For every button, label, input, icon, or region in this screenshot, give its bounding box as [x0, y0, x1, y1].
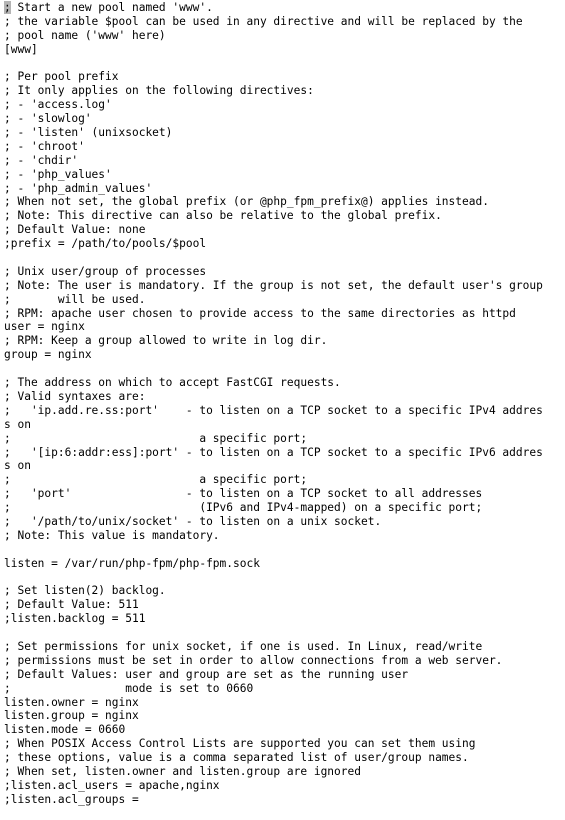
text-line: ; permissions must be set in order to allow connections from a web server. [4, 653, 503, 667]
text-line: ; It only applies on the following directives: [4, 84, 314, 98]
text-line: ; - 'access.log' [4, 98, 112, 112]
text-line: ; When POSIX Access Control Lists are supported you can set them using [4, 737, 476, 751]
text-line: ; 'port' - to listen on a TCP socket to all addresses [4, 487, 483, 501]
text-line: ; When set, listen.owner and listen.group are ignored [4, 764, 361, 778]
text-line [4, 1, 565, 15]
text-line: ; Note: This directive can also be relative to the global prefix. [4, 209, 442, 223]
text-line: ; 'ip.add.re.ss:port' - to listen on a TCP socket to a specific IPv4 addres [4, 403, 543, 417]
text-line: ; Default Value: 511 [4, 598, 139, 612]
text-line: ; The address on which to accept FastCGI requests. [4, 376, 341, 390]
text-line: [www] [4, 42, 38, 56]
text-line: ; RPM: Keep a group allowed to write in log dir. [4, 334, 328, 348]
line-text: Start a new pool named 'www'. [10, 1, 213, 14]
text-line: ; '/path/to/unix/socket' - to listen on a unix socket. [4, 514, 382, 528]
file-content [4, 1, 565, 807]
text-line: ; Per pool prefix [4, 70, 119, 84]
text-line [4, 543, 565, 557]
text-line: ; a specific port; [4, 473, 308, 487]
text-line: ; - 'chdir' [4, 153, 79, 167]
text-line: ; Unix user/group of processes [4, 264, 207, 278]
text-line: ; the variable $pool can be used in any directive and will be replaced by the [4, 14, 523, 28]
text-line: ; will be used. [4, 292, 146, 306]
text-line: ; RPM: apache user chosen to provide access to the same directories as httpd [4, 306, 516, 320]
text-line: ; these options, value is a comma separated list of user/group names. [4, 751, 469, 765]
text-line: ; Default Value: none [4, 223, 146, 237]
text-line [4, 571, 565, 585]
text-line: ;listen.acl_users = apache,nginx [4, 778, 220, 792]
text-line: listen.mode = 0660 [4, 723, 126, 737]
text-line: ; When not set, the global prefix (or @php_fpm_prefix@) applies instead. [4, 195, 489, 209]
text-line: ; mode is set to 0660 [4, 681, 254, 695]
text-line [4, 57, 565, 71]
text-line: ; Default Values: user and group are set as the running user [4, 667, 409, 681]
text-line: ;listen.backlog = 511 [4, 612, 146, 626]
text-line [4, 626, 565, 640]
text-line: ; Note: This value is mandatory. [4, 528, 220, 542]
text-line: ; - 'php_values' [4, 167, 112, 181]
text-line: listen.owner = nginx [4, 695, 139, 709]
text-line: ;prefix = /path/to/pools/$pool [4, 237, 207, 251]
text-line: ; Valid syntaxes are: [4, 389, 146, 403]
text-line: ; Set permissions for unix socket, if one is used. In Linux, read/write [4, 639, 483, 653]
text-line: ; - 'chroot' [4, 139, 85, 153]
text-line: ; '[ip:6:addr:ess]:port' - to listen on a TCP socket to a specific IPv6 addres [4, 445, 543, 459]
text-line: ; Set listen(2) backlog. [4, 584, 166, 598]
text-line: ; Note: The user is mandatory. If the group is not set, the default user's group [4, 278, 543, 292]
text-line: ; - 'php_admin_values' [4, 181, 153, 195]
text-line: ; a specific port; [4, 431, 308, 445]
text-line: listen = /var/run/php-fpm/php-fpm.sock [4, 556, 260, 570]
text-line: ; pool name ('www' here) [4, 28, 166, 42]
text-line [4, 362, 565, 376]
text-line: user = nginx [4, 320, 85, 334]
text-line: s on [4, 459, 31, 473]
text-line: ; - 'listen' (unixsocket) [4, 126, 173, 140]
text-cursor: ; [4, 1, 11, 14]
text-line: ; - 'slowlog' [4, 112, 92, 126]
text-line: listen.group = nginx [4, 709, 139, 723]
text-line [4, 251, 565, 265]
text-line: ; (IPv6 and IPv4-mapped) on a specific port; [4, 501, 483, 515]
text-line: group = nginx [4, 348, 92, 362]
text-line: s on [4, 417, 31, 431]
text-line: ;listen.acl_groups = [4, 792, 139, 806]
